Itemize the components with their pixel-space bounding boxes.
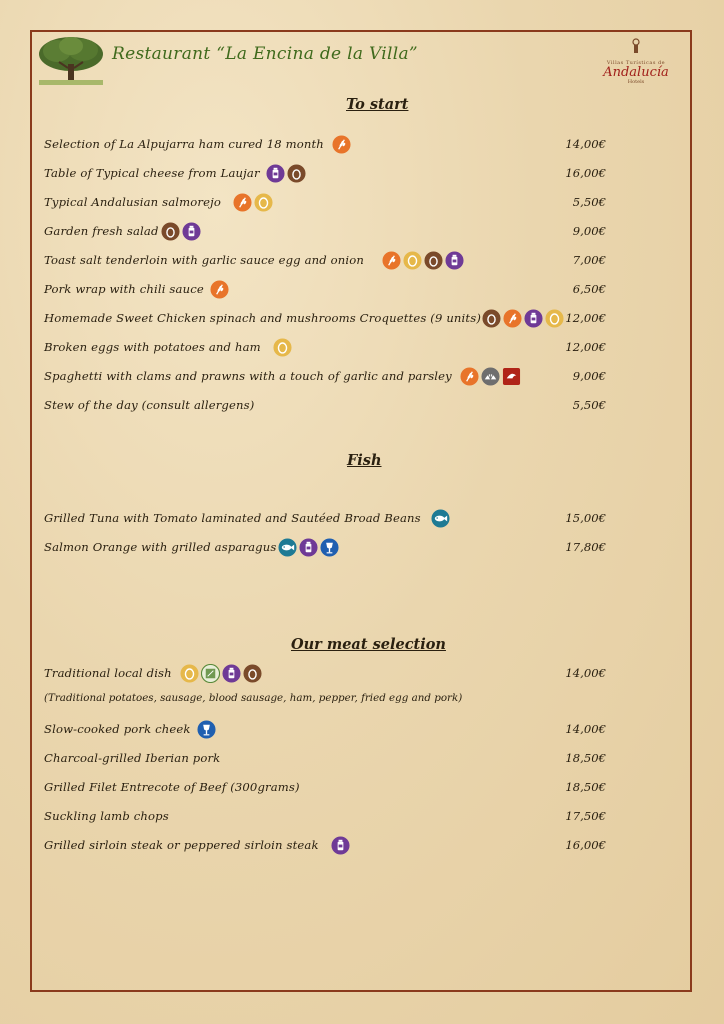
menu-item bbox=[44, 747, 220, 769]
menu-item bbox=[44, 249, 464, 271]
allergen-icons bbox=[278, 538, 339, 557]
menu-item-name: Charcoal-grilled Iberian pork bbox=[44, 751, 221, 765]
gluten-icon bbox=[460, 367, 479, 386]
allergen-icons bbox=[180, 664, 262, 683]
gluten-icon bbox=[332, 135, 351, 154]
nuts-icon bbox=[482, 309, 501, 328]
allergen-icons bbox=[460, 367, 521, 386]
menu-item bbox=[44, 662, 262, 684]
dairy-icon bbox=[299, 538, 318, 557]
egg-icon bbox=[254, 193, 273, 212]
restaurant-title: Restaurant “La Encina de la Villa” bbox=[112, 44, 418, 64]
menu-item-price: 18,50€ bbox=[565, 780, 606, 794]
allergen-icons bbox=[331, 836, 350, 855]
section-title: To start bbox=[346, 96, 409, 113]
dairy-icon bbox=[266, 164, 285, 183]
egg-icon bbox=[403, 251, 422, 270]
fish-icon bbox=[278, 538, 297, 557]
menu-item-price: 16,00€ bbox=[565, 838, 606, 852]
menu-item-price: 5,50€ bbox=[572, 398, 606, 412]
menu-item bbox=[44, 718, 216, 740]
menu-item bbox=[44, 133, 351, 155]
gluten-icon bbox=[210, 280, 229, 299]
dairy-icon bbox=[331, 836, 350, 855]
allergen-icons bbox=[273, 338, 292, 357]
menu-item-price: 14,00€ bbox=[565, 137, 606, 151]
menu-item-name: Traditional local dish bbox=[44, 666, 172, 680]
egg-icon bbox=[180, 664, 199, 683]
menu-item-name: Grilled Tuna with Tomato laminated and Sautéed Broad Beans bbox=[44, 511, 421, 525]
menu-item-price: 5,50€ bbox=[572, 195, 606, 209]
tower-icon bbox=[629, 38, 643, 54]
menu-item-name: Garden fresh salad bbox=[44, 224, 159, 238]
menu-item-name: Homemade Sweet Chicken spinach and mushrooms Croquettes (9 units) bbox=[44, 311, 481, 325]
menu-item-name: Spaghetti with clams and prawns with a touch of garlic and parsley bbox=[44, 369, 452, 383]
menu-item-name: Selection of La Alpujarra ham cured 18 month bbox=[44, 137, 324, 151]
menu-item-name: Grilled Filet Entrecote of Beef (300grams) bbox=[44, 780, 300, 794]
allergen-icons bbox=[266, 164, 306, 183]
menu-item-price: 9,00€ bbox=[572, 369, 606, 383]
menu-item bbox=[44, 336, 292, 358]
menu-item-price: 12,00€ bbox=[565, 311, 606, 325]
menu-item-price: 17,80€ bbox=[565, 540, 606, 554]
menu-item-price: 17,50€ bbox=[565, 809, 606, 823]
dairy-icon bbox=[222, 664, 241, 683]
menu-item-price: 7,00€ bbox=[572, 253, 606, 267]
gluten-icon bbox=[503, 309, 522, 328]
menu-item-price: 16,00€ bbox=[565, 166, 606, 180]
menu-item bbox=[44, 536, 339, 558]
menu-item bbox=[44, 220, 201, 242]
logo-tagline: Hotels bbox=[627, 79, 645, 85]
menu-item-name: Pork wrap with chili sauce bbox=[44, 282, 204, 296]
gluten-icon bbox=[233, 193, 252, 212]
menu-item-price: 6,50€ bbox=[572, 282, 606, 296]
menu-item bbox=[44, 805, 169, 827]
sulphites-icon bbox=[197, 720, 216, 739]
mollusc-icon bbox=[481, 367, 500, 386]
oak-tree-logo bbox=[37, 34, 105, 86]
menu-item-name: Table of Typical cheese from Laujar bbox=[44, 166, 260, 180]
menu-item-name: Suckling lamb chops bbox=[44, 809, 169, 823]
menu-item-name: Stew of the day (consult allergens) bbox=[44, 398, 255, 412]
logo-subtitle: Villas Turísticas de bbox=[606, 60, 666, 66]
menu-item-price: 18,50€ bbox=[565, 751, 606, 765]
menu-item-name: Salmon Orange with grilled asparagus bbox=[44, 540, 277, 554]
dairy-icon bbox=[182, 222, 201, 241]
menu-item bbox=[44, 278, 229, 300]
nuts-icon bbox=[424, 251, 443, 270]
menu-item-price: 12,00€ bbox=[565, 340, 606, 354]
gluten-icon bbox=[382, 251, 401, 270]
menu-item-price: 14,00€ bbox=[565, 666, 606, 680]
dairy-icon bbox=[445, 251, 464, 270]
menu-item-name: Broken eggs with potatoes and ham bbox=[44, 340, 261, 354]
menu-item bbox=[44, 394, 254, 416]
menu-item-description: (Traditional potatoes, sausage, blood sausage, ham, pepper, fried egg and pork) bbox=[44, 692, 463, 704]
menu-item bbox=[44, 307, 564, 329]
logo-name: Andalucía bbox=[603, 65, 669, 80]
allergen-icons bbox=[210, 280, 229, 299]
fish-icon bbox=[431, 509, 450, 528]
section-title: Our meat selection bbox=[291, 636, 446, 653]
menu-item bbox=[44, 365, 521, 387]
menu-item bbox=[44, 162, 306, 184]
celery-icon bbox=[201, 664, 220, 683]
menu-item bbox=[44, 834, 350, 856]
allergen-icons bbox=[382, 251, 464, 270]
allergen-icons bbox=[332, 135, 351, 154]
menu-item-name: Grilled sirloin steak or peppered sirloin steak bbox=[44, 838, 319, 852]
menu-item bbox=[44, 191, 273, 213]
egg-icon bbox=[273, 338, 292, 357]
menu-item-price: 14,00€ bbox=[565, 722, 606, 736]
allergen-icons bbox=[161, 222, 201, 241]
menu-item-price: 15,00€ bbox=[565, 511, 606, 525]
nuts-icon bbox=[161, 222, 180, 241]
crustacean-icon bbox=[502, 367, 521, 386]
sulphites-icon bbox=[320, 538, 339, 557]
nuts-icon bbox=[243, 664, 262, 683]
allergen-icons bbox=[431, 509, 450, 528]
menu-item bbox=[44, 776, 300, 798]
menu-item-name: Toast salt tenderloin with garlic sauce egg and onion bbox=[44, 253, 365, 267]
menu-item-name: Typical Andalusian salmorejo bbox=[44, 195, 222, 209]
menu-item-price: 9,00€ bbox=[572, 224, 606, 238]
allergen-icons bbox=[233, 193, 273, 212]
andalucia-logo bbox=[600, 38, 672, 96]
section-title: Fish bbox=[347, 452, 382, 469]
menu-item-name: Slow-cooked pork cheek bbox=[44, 722, 191, 736]
nuts-icon bbox=[287, 164, 306, 183]
menu-item bbox=[44, 507, 450, 529]
allergen-icons bbox=[197, 720, 216, 739]
